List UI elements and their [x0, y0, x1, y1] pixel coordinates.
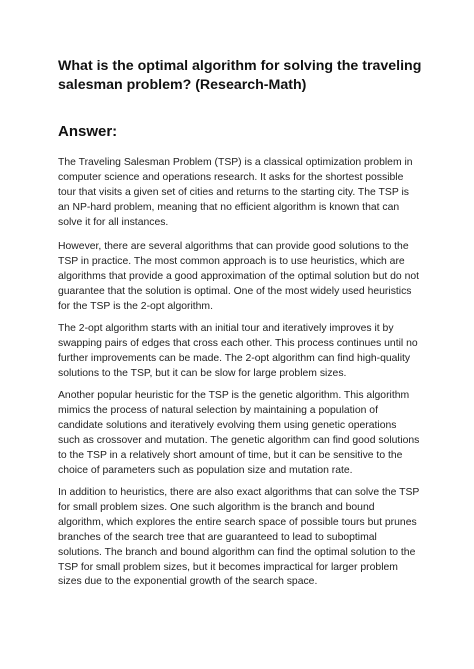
- paragraph-2-opt: The 2-opt algorithm starts with an initial tour and iteratively improves it by swapping pairs of edges that cross each other. This process continues until no further improvements can be made. The 2-opt algorithm can find high-quality solutions to the TSP, but it can be slow for large problem sizes.: [58, 323, 418, 379]
- paragraph-tsp-intro: The Traveling Salesman Problem (TSP) is a classical optimization problem in computer science and operations research. It asks for the shortest possible tour that visits a given set of cities and returns to the starting city. The TSP is an NP-hard problem, meaning that no efficient algorithm is known that can solve it for all instances.: [58, 157, 413, 228]
- answer-heading: Answer:: [58, 123, 118, 140]
- paragraph-heuristics: However, there are several algorithms that can provide good solutions to the TSP in practice. The most common approach is to use heuristics, which are algorithms that provide a good approximation of the optimal solution but do not guarantee that the solution is optimal. One of the most widely used heuristics for the TSP is the 2-opt algorithm.: [58, 241, 420, 312]
- document-title: What is the optimal algorithm for solving the traveling salesman problem? (Research-Math): [58, 58, 422, 93]
- paragraph-genetic-algorithm: Another popular heuristic for the TSP is the genetic algorithm. This algorithm mimics the process of natural selection by maintaining a population of candidate solutions and iteratively evolving them using genetic operations such as crossover and mutation. The genetic algorithm can find good solutions to the TSP in a relatively short amount of time, but it can be sensitive to the choice of parameters such as population size and mutation rate.: [58, 390, 420, 476]
- paragraph-branch-and-bound: In addition to heuristics, there are also exact algorithms that can solve the TSP for small problem sizes. One such algorithm is the branch and bound algorithm, which explores the entire search space of possible tours but prunes branches of the search tree that are guaranteed to lead to suboptimal solutions. The branch and bound algorithm can find the optimal solution to the TSP for small problem sizes, but it becomes impractical for larger problem sizes due to the exponential growth of the search space.: [58, 487, 420, 588]
